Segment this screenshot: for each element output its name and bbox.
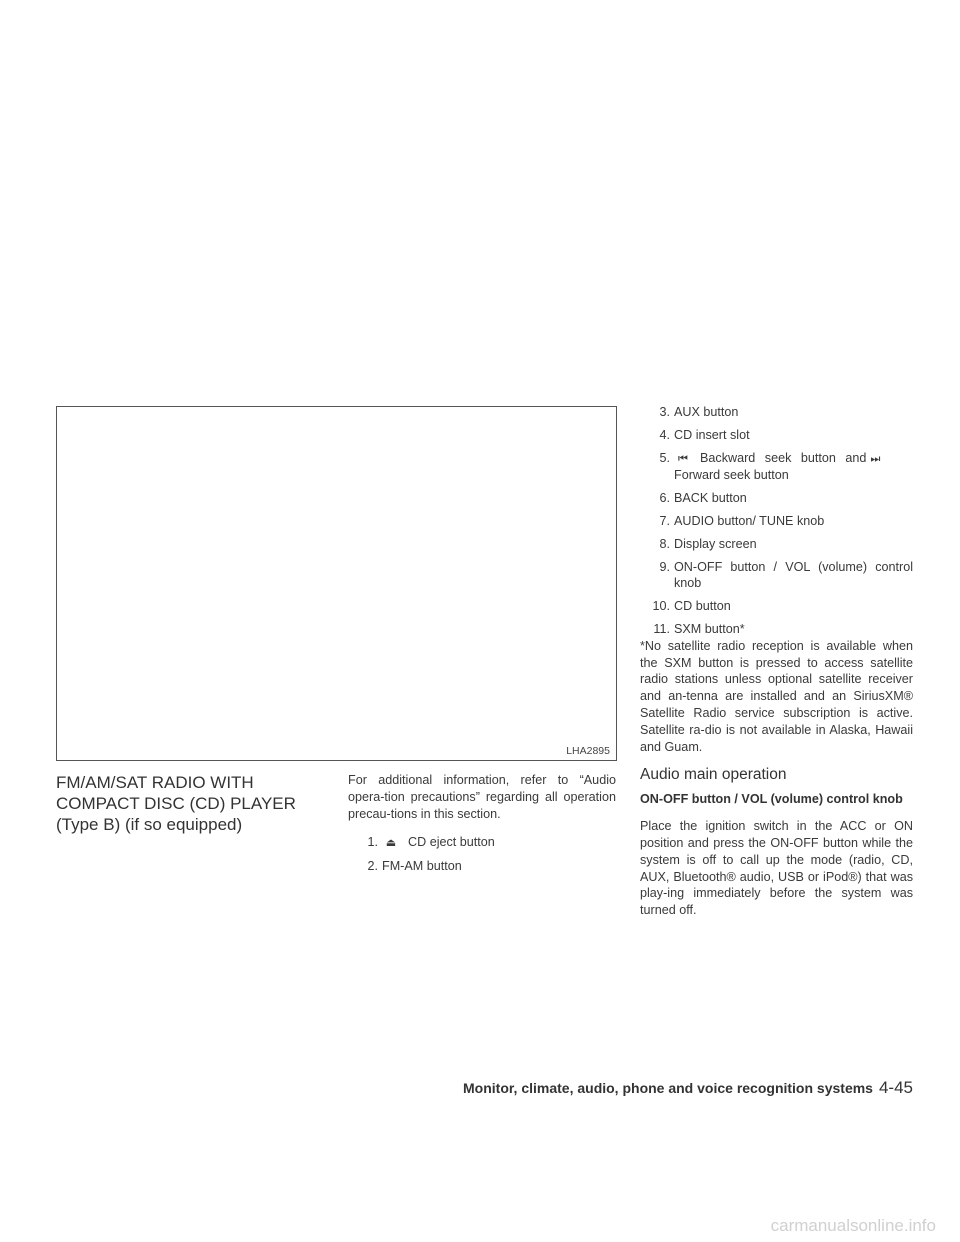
section-title: FM/AM/SAT RADIO WITH COMPACT DISC (CD) PLAYER (Type B) (if so equipped): [56, 773, 296, 834]
page-footer: [463, 1078, 913, 1098]
on-off-paragraph: Place the ignition switch in the ACC or ON position and press the ON-OFF button while the system is off to call up the mode (radio, CD, AUX, Bluetooth® audio, USB or iPod®) that was play-ing immediately before the system was turned off.: [640, 819, 913, 918]
figure-frame: [56, 406, 617, 761]
column-2: [348, 772, 616, 881]
audio-heading: Audio main operation: [640, 766, 787, 784]
list-item: 4. CD insert slot: [659, 427, 750, 442]
page-number: 4-45: [878, 1078, 913, 1097]
list-item: 3. AUX button: [659, 405, 739, 419]
list-item: 11. SXM button*: [653, 621, 745, 636]
intro-paragraph: For additional information, refer to “Audio opera-tion precautions” regarding all operation precau-tions in this section.: [348, 773, 616, 821]
watermark: carmanualsonline.info: [770, 1216, 936, 1235]
seek-forward-icon: ⏭: [870, 452, 881, 465]
eject-icon: ⏏: [385, 837, 397, 850]
list-item: 8. Display screen: [659, 536, 757, 551]
satellite-note: *No satellite radio reception is available when the SXM button is pressed to access satellite radio stations unless optional satellite receiver and an-tenna are installed and an SiriusXM® Satellite Radio service subscription is active. Satellite ra-dio is not available in Alaska, Hawaii and Guam.: [640, 638, 913, 754]
on-off-subheading: ON-OFF button / VOL (volume) control knob: [640, 792, 903, 807]
list-item: 6. BACK button: [659, 491, 747, 506]
column-3: [640, 404, 913, 919]
seek-back-icon: ⏮: [678, 452, 688, 465]
figure-code: LHA2895: [566, 745, 610, 757]
list-item: 1. ⏏ CD eject button: [348, 834, 616, 852]
list-item: 10. CD button: [652, 599, 731, 614]
footer-title: Monitor, climate, audio, phone and voice recognition systems: [463, 1080, 873, 1096]
list-item: 9. ON-OFF button / VOL (volume) control knob: [659, 559, 913, 591]
list-item: 7. AUDIO button/ TUNE knob: [659, 513, 825, 528]
list-item: 2. FM-AM button: [367, 859, 462, 874]
list-item: 5. ⏮ Backward seek button and ⏭ Forward seek button: [640, 450, 913, 485]
